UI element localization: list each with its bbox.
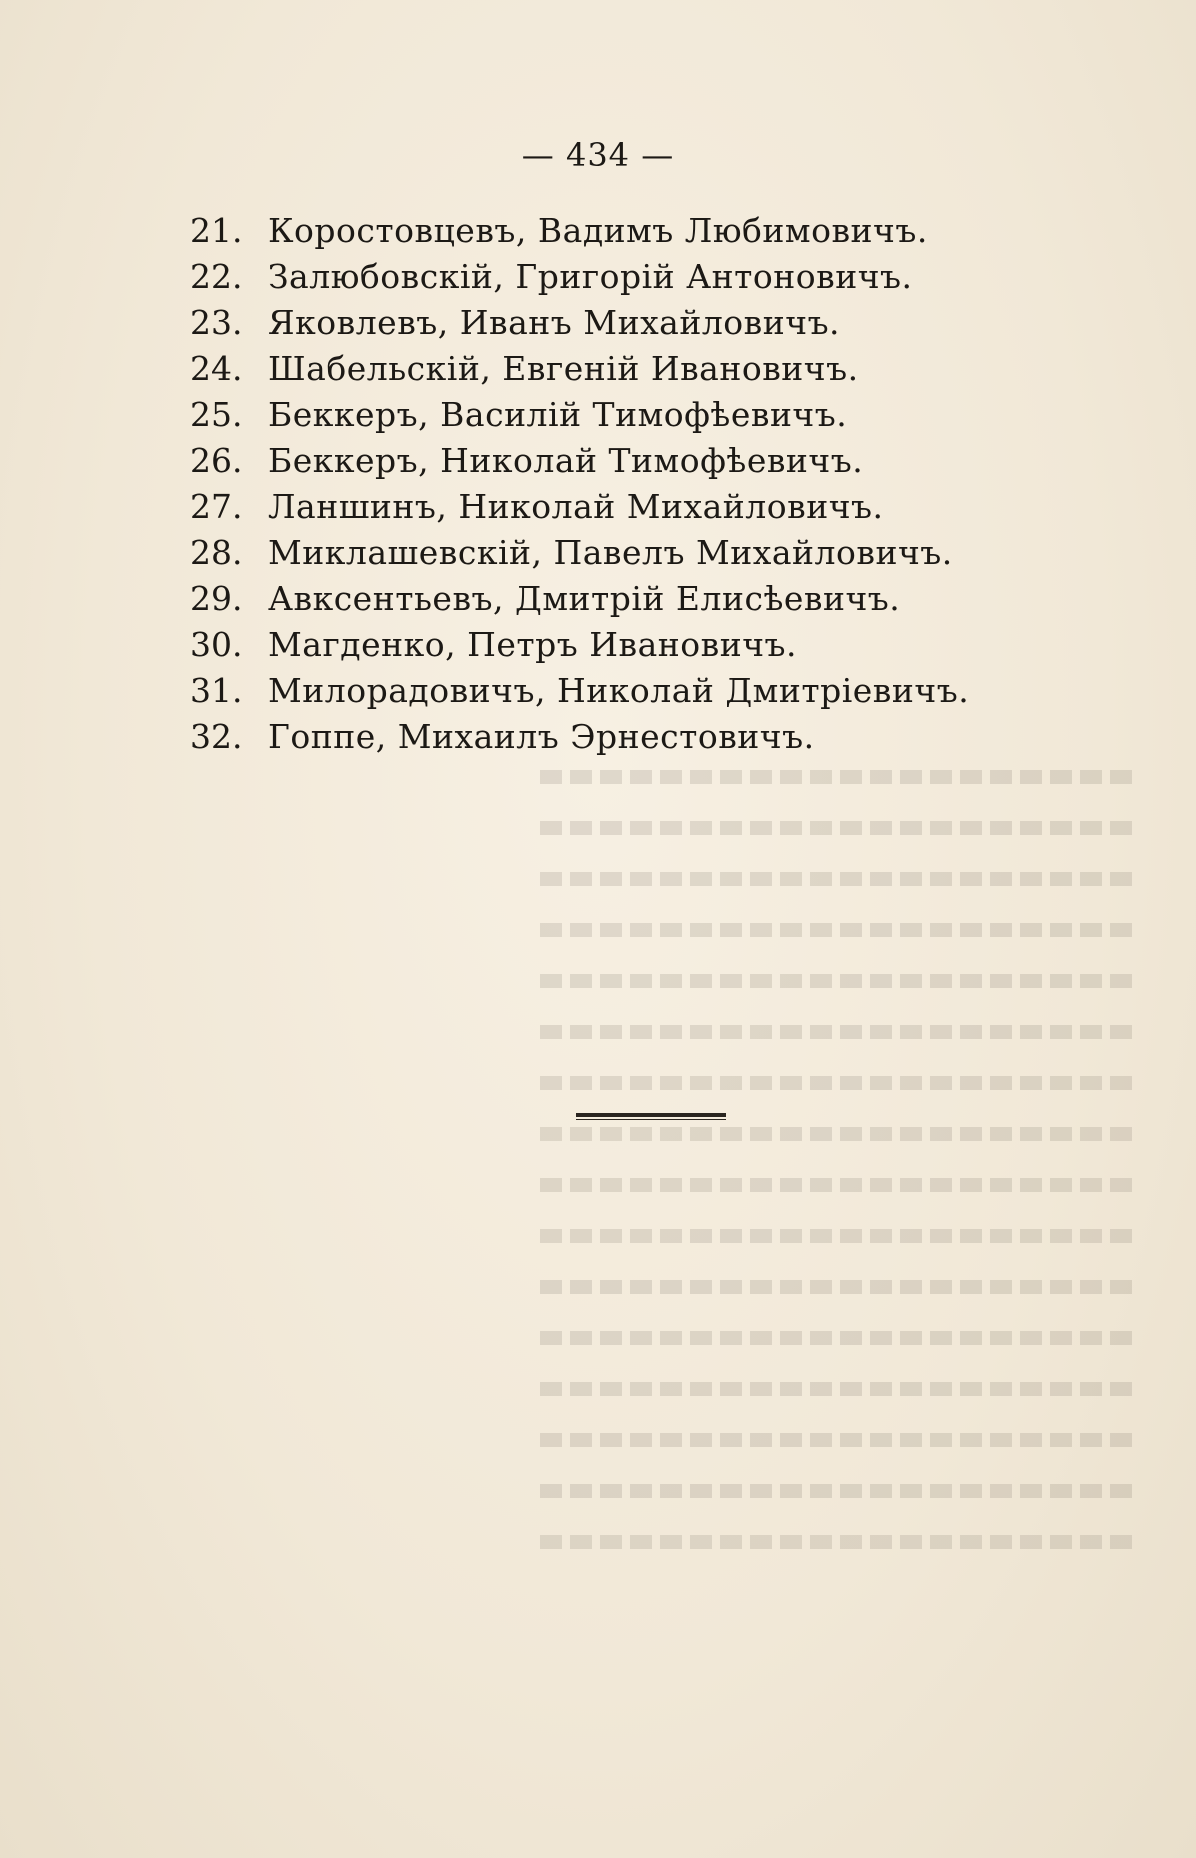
item-number: 29. [190,579,243,618]
item-number: 28. [190,533,243,572]
list-item [190,668,969,714]
divider-rule [576,1113,726,1120]
item-number: 27. [190,487,243,526]
item-name: Беккеръ, Василій Тимофѣевичъ. [268,395,848,434]
list-item [190,576,969,622]
item-name: Магденко, Петръ Ивановичъ. [268,625,798,664]
name-list [190,208,969,760]
item-number: 32. [190,717,243,756]
item-name: Яковлевъ, Иванъ Михайловичъ. [268,303,841,342]
item-name: Шабельскій, Евгеній Ивановичъ. [268,349,859,388]
item-name: Ланшинъ, Николай Михайловичъ. [268,487,884,526]
list-item [190,484,969,530]
item-number: 25. [190,395,243,434]
reverse-side-bleed-through [540,770,1140,1630]
list-item [190,346,969,392]
list-item [190,208,969,254]
item-name: Миклашевскій, Павелъ Михайловичъ. [268,533,953,572]
item-number: 22. [190,257,243,296]
list-item [190,438,969,484]
list-item [190,300,969,346]
item-number: 24. [190,349,243,388]
list-item [190,392,969,438]
list-item [190,714,969,760]
list-item [190,254,969,300]
item-number: 30. [190,625,243,664]
item-number: 26. [190,441,243,480]
item-name: Милорадовичъ, Николай Дмитріевичъ. [268,671,970,710]
list-item [190,622,969,668]
item-number: 23. [190,303,243,342]
item-name: Беккеръ, Николай Тимофѣевичъ. [268,441,864,480]
item-name: Авксентьевъ, Дмитрій Елисѣевичъ. [268,579,901,618]
item-name: Коростовцевъ, Вадимъ Любимовичъ. [268,211,928,250]
page-number: — 434 — [521,136,675,174]
item-number: 21. [190,211,243,250]
item-name: Залюбовскій, Григорій Антоновичъ. [268,257,913,296]
item-name: Гоппе, Михаилъ Эрнестовичъ. [268,717,815,756]
item-number: 31. [190,671,243,710]
list-item [190,530,969,576]
